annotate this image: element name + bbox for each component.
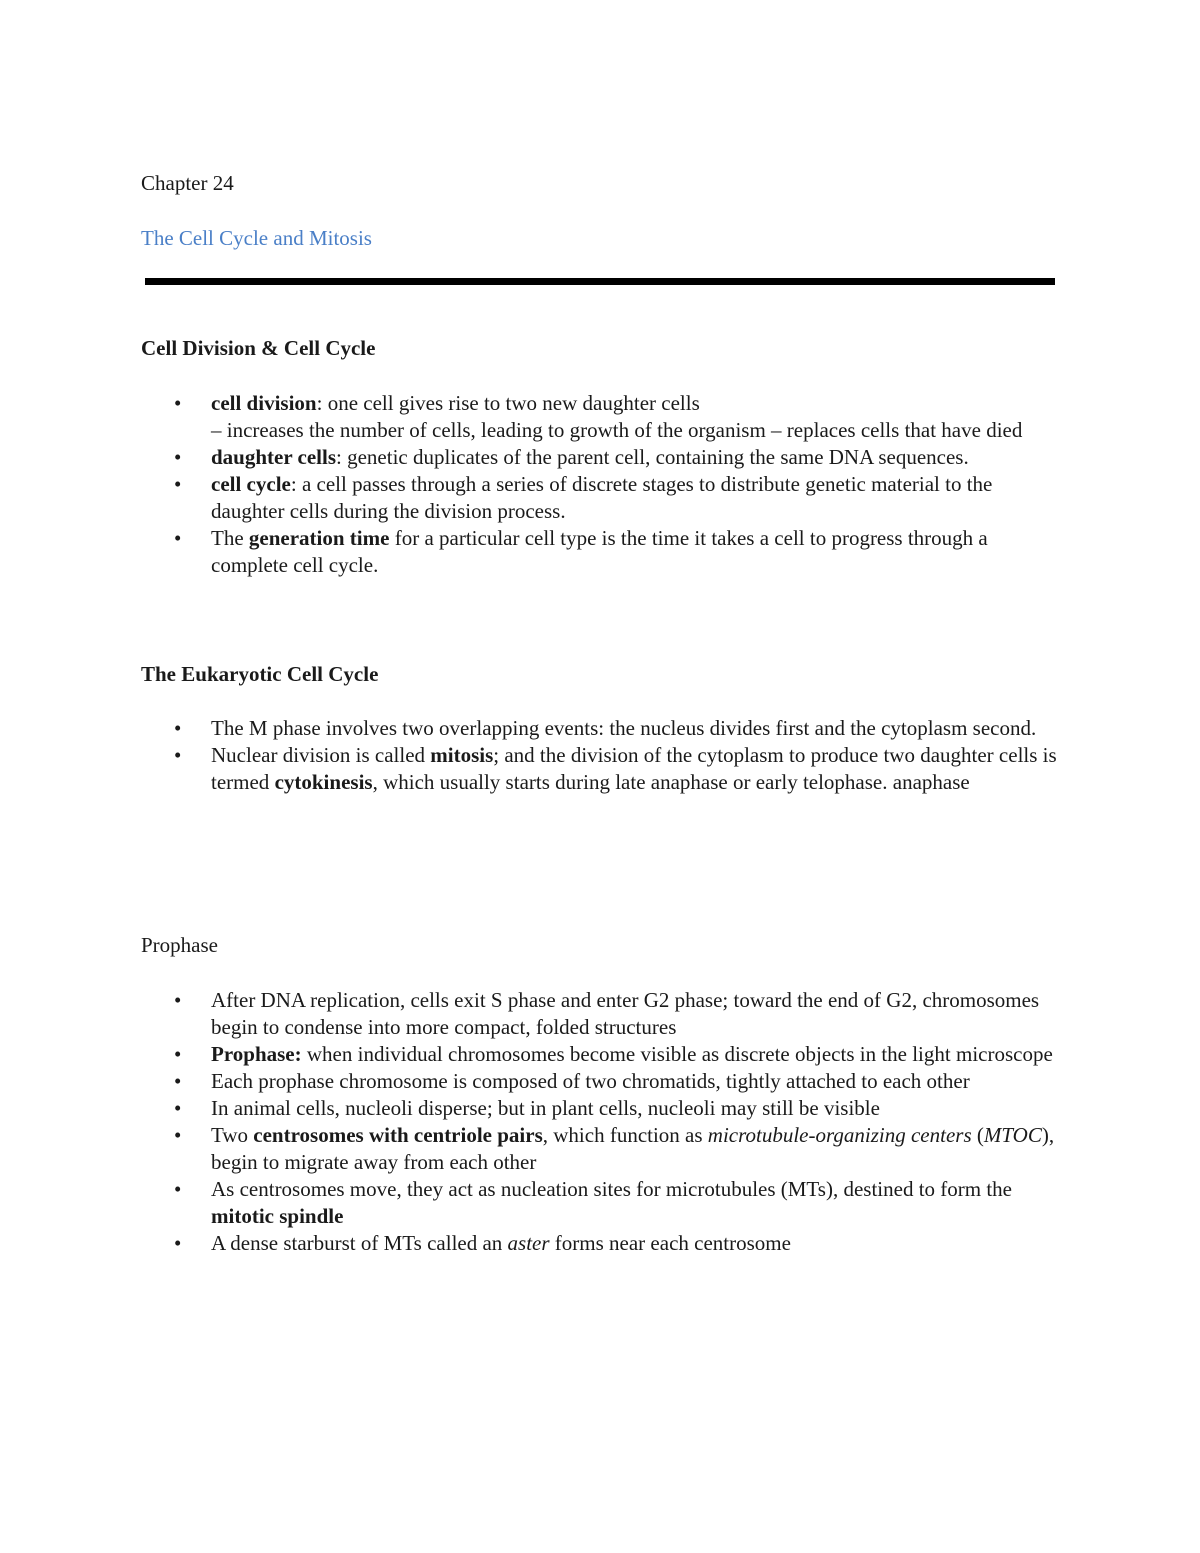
list-item [141,525,1061,579]
bullet-icon: • [174,445,182,469]
item-text: for a particular cell type is the time it takes a cell to progress through a complete cell cycle. [211,526,988,577]
list-item [141,444,1061,471]
item-text: In animal cells, nucleoli disperse; but in plant cells, nucleoli may still be visible [211,1096,880,1120]
bullet-icon: • [174,1069,182,1093]
italic-term: microtubule-organizing centers [707,1123,972,1147]
item-text: : a cell passes through a series of discrete stages to distribute genetic material to the daughter cells during the division process. [211,472,993,523]
list-item [141,1122,1061,1176]
section-heading-cell-division: Cell Division & Cell Cycle [141,336,376,360]
bold-term: cell cycle [211,472,291,496]
bullet-list-prophase [141,987,1061,1257]
section-heading-eukaryotic-cycle: The Eukaryotic Cell Cycle [141,662,379,686]
bullet-icon: • [174,1123,182,1147]
list-item [141,1068,1061,1095]
item-text: Two [211,1123,254,1147]
item-text: A dense starburst of MTs called an [211,1231,508,1255]
item-text: , which usually starts during late anaphase or early telophase. anaphase [372,770,970,794]
item-text: when individual chromosomes become visible as discrete objects in the light microscope [301,1042,1053,1066]
bold-term: centrosomes with centriole pairs [253,1123,543,1147]
list-item [141,471,1061,525]
bullet-list-cell-division [141,390,1061,579]
item-continuation-text: – increases the number of cells, leading to growth of the organism – replaces cells that have died [211,418,1023,442]
bullet-icon: • [174,526,182,550]
bullet-icon: • [174,1096,182,1120]
item-text: As centrosomes move, they act as nucleation sites for microtubules (MTs), destined to form the [211,1177,1013,1201]
chapter-label: Chapter 24 [141,171,234,195]
bullet-icon: • [174,472,182,496]
item-text: ), begin to migrate away from each other [211,1123,1055,1174]
bullet-icon: • [174,716,182,740]
item-text: , which function as [542,1123,708,1147]
bold-term: cytokinesis [274,770,373,794]
item-text: ; and the division of the cytoplasm to produce two daughter cells is termed [211,743,1057,794]
title-divider [145,278,1055,285]
item-text: Nuclear division is called [211,743,431,767]
item-text: After DNA replication, cells exit S phase and enter G2 phase; toward the end of G2, chromosomes begin to condense into more compact, folded structures [211,988,1040,1039]
bullet-icon: • [174,391,182,415]
bold-term: cell division [211,391,317,415]
item-text: : one cell gives rise to two new daughter cells [316,391,700,415]
bold-term: mitosis [430,743,494,767]
list-item [141,987,1061,1041]
item-text: forms near each centrosome [549,1231,791,1255]
list-item [141,1230,1061,1257]
item-text: The M phase involves two overlapping events: the nucleus divides first and the cytoplasm second. [211,716,1037,740]
italic-term: MTOC [983,1123,1042,1147]
bullet-list-eukaryotic-cycle [141,715,1061,796]
bold-term: daughter cells [211,445,337,469]
bullet-icon: • [174,988,182,1012]
list-item [141,1041,1061,1068]
item-text: Each prophase chromosome is composed of two chromatids, tightly attached to each other [211,1069,970,1093]
list-item [141,390,1061,444]
list-item [141,1176,1061,1230]
list-item [141,715,1061,742]
document-title: The Cell Cycle and Mitosis [141,226,372,250]
bullet-icon: • [174,1177,182,1201]
bullet-icon: • [174,1042,182,1066]
bullet-icon: • [174,743,182,767]
italic-term: aster [507,1231,550,1255]
item-text: The [211,526,249,550]
bullet-icon: • [174,1231,182,1255]
section-heading-prophase: Prophase [141,933,218,957]
bold-term: generation time [248,526,390,550]
item-text: : genetic duplicates of the parent cell, containing the same DNA sequences. [336,445,969,469]
bold-term: Prophase: [211,1042,302,1066]
item-text: ( [971,1123,984,1147]
list-item [141,742,1061,796]
list-item [141,1095,1061,1122]
bold-term: mitotic spindle [211,1204,344,1228]
